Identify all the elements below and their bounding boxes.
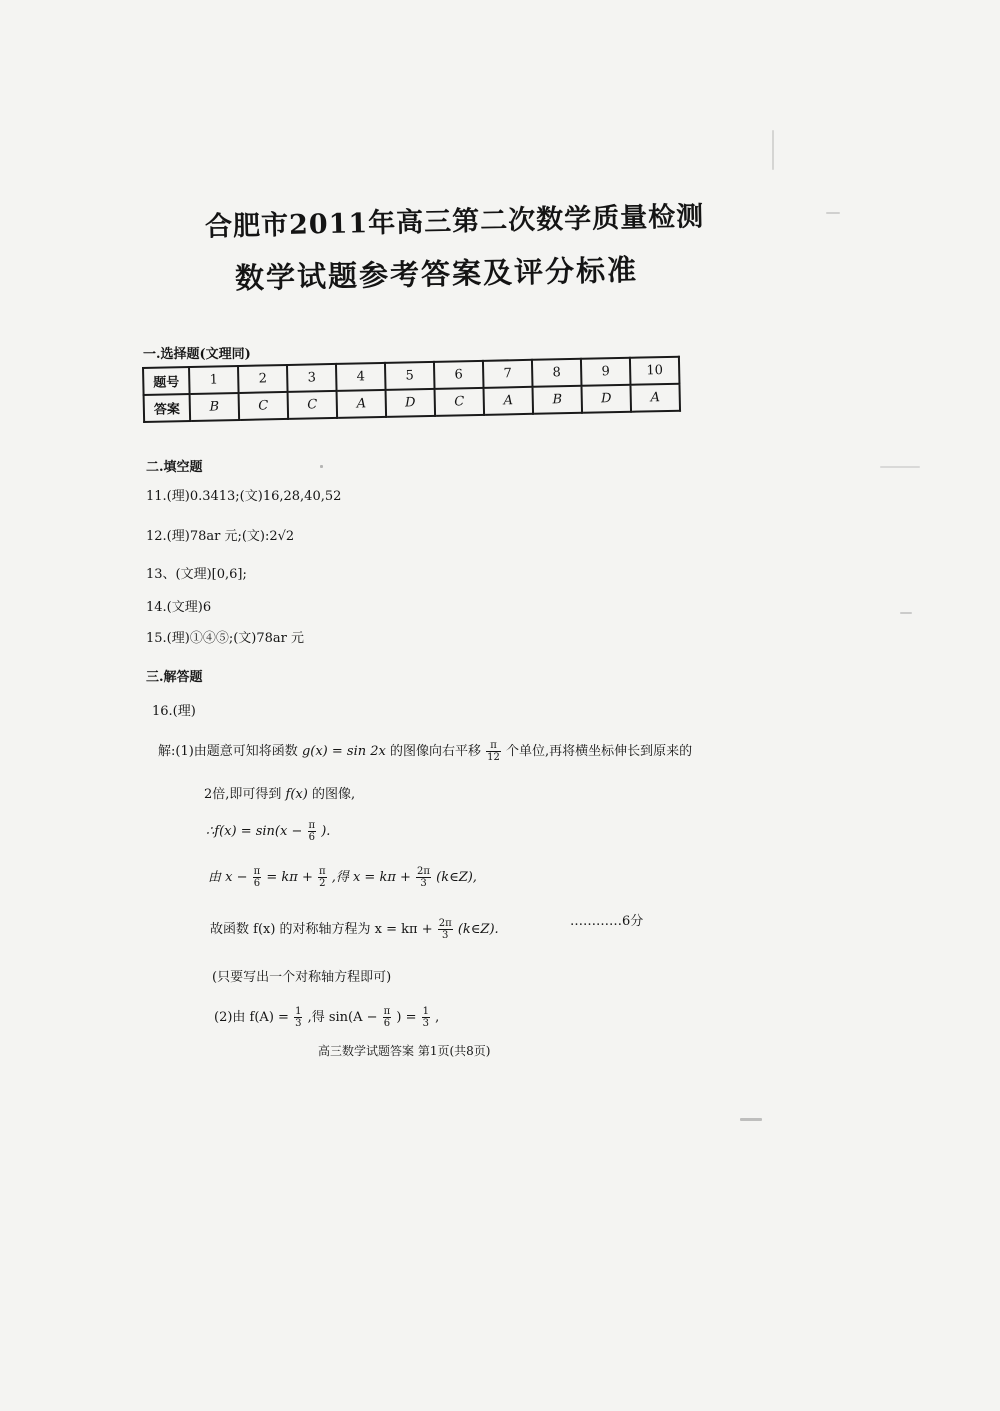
grading-note: (只要写出一个对称轴方程即可) — [212, 970, 392, 985]
score-marker: …………6分 — [570, 914, 644, 929]
scan-artifact — [740, 1118, 762, 1121]
section-heading-solve: 三.解答题 — [146, 670, 203, 685]
question-number: 5 — [385, 362, 435, 390]
document-subtitle: 数学试题参考答案及评分标准 — [234, 252, 639, 296]
question-number: 8 — [532, 359, 582, 387]
section-heading-fill: 二.填空题 — [146, 460, 203, 475]
fraction-pi-over-6: $\frac{\pi}{6}$ — [253, 866, 261, 889]
fill-answer-13: 13、(文理)[0,6]; — [146, 567, 247, 582]
question-number: 1 — [189, 366, 239, 394]
page-footer: 高三数学试题答案 第1页(共8页) — [318, 1044, 491, 1058]
fill-answer-14: 14.(文理)6 — [146, 600, 212, 615]
scan-artifact — [900, 612, 912, 614]
solution-text: , — [435, 1010, 440, 1025]
solution-part2-line1 — [214, 1006, 439, 1029]
scan-artifact — [772, 130, 774, 170]
math-expression: ∴f(x) = sin(x − — [206, 824, 303, 839]
answer-cell: A — [337, 390, 387, 418]
solution-text: 2倍,即可得到 — [204, 787, 282, 802]
solution-part1-line2 — [204, 783, 355, 802]
math-expression: = kπ + — [266, 870, 313, 885]
scan-artifact — [880, 466, 920, 468]
question-number: 9 — [581, 358, 631, 386]
answer-cell: C — [435, 388, 485, 416]
solution-text: 解:(1)由题意可知将函数 — [158, 744, 298, 759]
solution-text: (2)由 f(A) = — [214, 1010, 289, 1025]
answer-table — [142, 356, 681, 423]
question-number: 7 — [483, 360, 533, 388]
fill-answer-11: 11.(理)0.3413;(文)16,28,40,52 — [146, 489, 342, 504]
document-title: 合肥市2011年高三第二次数学质量检测 — [204, 201, 705, 243]
fill-answer-15: 15.(理)①④⑤;(文)78ar 元 — [146, 631, 304, 646]
fraction-pi-over-6: $\frac{\pi}{6}$ — [383, 1006, 391, 1029]
fraction-2pi-over-3: $\frac{2\pi}{3}$ — [417, 866, 430, 889]
answer-cell: D — [386, 389, 436, 417]
solution-text: ) = — [396, 1010, 417, 1025]
solution-text: 的图像向右平移 — [389, 744, 481, 759]
answer-cell: B — [190, 393, 240, 421]
solution-text: 的图像, — [311, 787, 356, 802]
scan-artifact — [320, 465, 323, 468]
question-number: 4 — [336, 363, 386, 391]
fraction-1-over-3: $\frac{1}{3}$ — [295, 1006, 302, 1029]
math-expression: ,得 x = kπ + — [331, 870, 411, 885]
answer-cell: C — [239, 392, 289, 420]
scan-artifact — [826, 212, 840, 214]
math-expression: (k∈Z). — [457, 922, 499, 937]
math-expression: ). — [321, 824, 331, 839]
fraction-pi-over-6: $\frac{\pi}{6}$ — [308, 820, 316, 843]
question-number: 3 — [287, 364, 337, 392]
answer-cell: A — [484, 387, 534, 415]
solution-text: 个单位,再将横坐标伸长到原来的 — [506, 744, 693, 759]
solution-text: ,得 sin(A − — [307, 1010, 378, 1025]
answer-cell: A — [630, 384, 680, 412]
math-expression: 由 x − — [208, 870, 248, 885]
fraction-1-over-3: $\frac{1}{3}$ — [422, 1006, 430, 1029]
fill-answer-12: 12.(理)78ar 元;(文):2√2 — [146, 529, 295, 544]
solution-text: 故函数 f(x) 的对称轴方程为 x = kπ + — [210, 922, 433, 937]
question-number: 2 — [238, 365, 288, 393]
fraction-pi-over-2: $\frac{\pi}{2}$ — [318, 866, 326, 889]
row-label-number: 题号 — [143, 367, 190, 395]
section-heading-choice: 一.选择题(文理同) — [143, 347, 251, 362]
question-16-label: 16.(理) — [152, 704, 196, 719]
math-expression: (k∈Z), — [436, 870, 477, 885]
math-expression: g(x) = sin 2x — [301, 744, 386, 759]
row-label-answer: 答案 — [144, 394, 191, 422]
fraction-2pi-over-3: $\frac{2\pi}{3}$ — [438, 918, 452, 941]
math-expression: f(x) — [285, 787, 308, 802]
answer-cell: B — [533, 386, 583, 414]
answer-cell: C — [288, 391, 338, 419]
equation-axis-result — [210, 918, 499, 941]
question-number: 10 — [630, 357, 680, 385]
fraction-pi-over-12: $\frac{\pi}{12}$ — [487, 740, 500, 763]
solution-part1-line1 — [158, 740, 692, 763]
equation-f-of-x — [206, 820, 330, 843]
question-number: 6 — [434, 361, 484, 389]
answer-cell: D — [581, 385, 631, 413]
equation-axis-derivation — [208, 866, 477, 889]
